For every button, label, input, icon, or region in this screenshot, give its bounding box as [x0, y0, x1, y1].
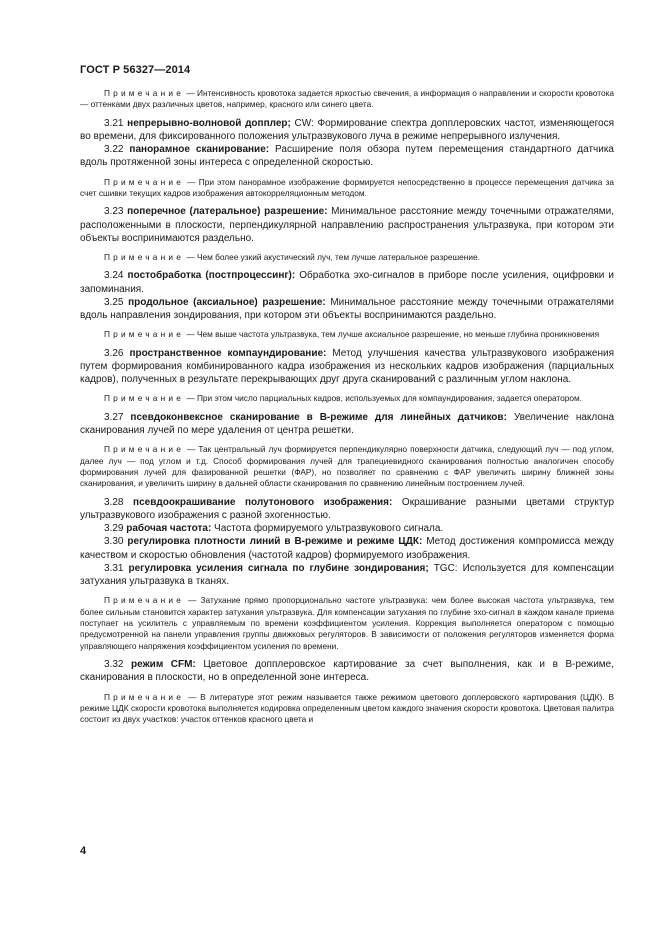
term-name: режим CFM: [131, 659, 196, 671]
note-text: — Затухание прямо пропорционально частоте ультразвука: чем более высокая частота ультразвука, тем более сильным становится характер затухания ультразвука. Для компенсации затухания по глубине эхо-сигнал в каждом канале приема поступает на усилитель с управляемым по времени коэффициентом усиления. Коррекция выполняется оператором с помощью предусмотренной на панели управления группы движковых регуляторов. В зависимости от положения регуляторов изменяется форма управляющего напряжения коэффициентом усиления по времени. [80, 595, 614, 651]
note-text: — При этом панорамное изображение формируется непосредственно в процессе перемещения датчика за счет сшивки текущих кадров изображения автокорреляционным методом. [80, 176, 614, 199]
term-name: рабочая частота: [126, 523, 212, 535]
term-text: Минимальное расстояние между точечными отражателями, расположенными в плоскости, перпендикулярной направлению распространения ультразвука, при котором эти объекты воспринимаются раздельно. [80, 206, 614, 244]
term-definition [80, 269, 614, 295]
term-number: 3.31 [104, 562, 124, 574]
term-name: регулировка усиления сигнала по глубине зондирования; [128, 562, 429, 574]
note-text: — Интенсивность кровотока задается яркостью свечения, а информация о направлении и скорости кровотока — оттенками двух различных цветов, например, красного или синего цвета. [80, 88, 614, 110]
note-paragraph [80, 595, 614, 652]
term-definition [80, 347, 614, 387]
term-definition [80, 411, 614, 437]
note-label: Примечание [104, 595, 185, 606]
document-body [80, 88, 614, 732]
term-text: CW: Формирование спектра допплеровских частот, изменяющегося во времени, для фиксированного положения ультразвукового луча в режиме непрерывного излучения. [80, 117, 614, 143]
term-number: 3.32 [104, 659, 124, 671]
note-label: Примечание [104, 176, 185, 187]
term-number: 3.22 [104, 144, 124, 156]
term-definition [80, 562, 614, 588]
document-header: ГОСТ Р 56327—2014 [80, 64, 191, 76]
term-text: Частота формируемого ультразвукового сигнала. [211, 523, 444, 535]
term-name: пространственное компаундирование: [129, 347, 327, 359]
page-number: 4 [80, 845, 87, 857]
term-definition [80, 535, 614, 561]
term-definition [80, 658, 614, 684]
term-definition [80, 117, 614, 143]
note-text: — При этом число парциальных кадров, используемых для компаундирования, задается оператором. [184, 393, 582, 404]
term-number: 3.21 [104, 117, 124, 129]
term-text: Обработка эхо-сигналов в приборе после усиления, оцифровки и запоминания. [80, 270, 615, 295]
term-number: 3.29 [104, 523, 124, 535]
term-definition [80, 296, 614, 322]
term-name: псевдоконвексное сканирование в В-режиме для линейных датчиков: [130, 411, 507, 423]
term-name: поперечное (латеральное) разрешение: [127, 206, 328, 218]
term-definition [80, 205, 614, 245]
term-number: 3.25 [104, 296, 124, 308]
term-definition [80, 143, 614, 169]
term-text: TGC: Используется для компенсации затухания ультразвука в тканях. [80, 562, 615, 587]
term-name: постобработка (постпроцессинг): [127, 270, 296, 282]
note-paragraph [80, 88, 614, 111]
term-text: Метод улучшения качества ультразвукового изображения путем формирования комбинированного кадра изображения из нескольких кадров изображения (парциальных кадров), полученных в результате перекрывающих друг друга сканирований с различным углом наклона. [80, 347, 614, 386]
term-number: 3.27 [104, 411, 124, 423]
note-text: — Чем выше частота ультразвука, тем лучше аксиальное разрешение, но меньше глубина проникновения [184, 329, 600, 340]
term-name: панорамное сканирование: [129, 144, 270, 156]
note-paragraph [80, 692, 614, 726]
term-number: 3.30 [104, 536, 124, 548]
note-label: Примечание [104, 88, 185, 98]
term-number: 3.23 [104, 206, 124, 218]
term-name: непрерывно-волновой допплер; [127, 117, 291, 129]
term-text: Минимальное расстояние между точечными отражателями вдоль направления зондирования, при котором эти объекты воспринимаются раздельно. [80, 296, 614, 322]
note-paragraph [80, 393, 614, 404]
note-label: Примечание [104, 329, 185, 340]
note-text: — В литературе этот режим называется также режимом цветового доплеровского картирования (ЦДК). В режиме ЦДК скорости кровотока выполняется кодировка определенным цветом каждого значения скорости кровотока. Цветовая палитра состоит из двух участков: участок оттенков красного цвета и [80, 691, 614, 725]
term-text: Окрашивание разными цветами структур ультразвукового изображения с разной эхогенностью. [80, 496, 615, 521]
note-label: Примечание [104, 444, 185, 455]
term-text: Метод достижения компромисса между качеством и скоростью обновления (частотой кадров) формируемого изображения. [80, 536, 614, 561]
note-label: Примечание [104, 393, 185, 404]
note-paragraph [80, 252, 614, 263]
term-definition [80, 496, 614, 522]
note-text: — Так центральный луч формируется перпендикулярно поверхности датчика, следующий луч — под углом, далее луч — под углом и т.д. Способ формирования лучей для трапециевидного сканирования полностью аналогичен способу формирования лучей для фазированной решетки (ФАР), но позволяет по сравнению с ФАР увеличить ширину ближней зоны сканирования, и увеличить ширину в дальней области сканирования по сравнению линейным построением лучей. [80, 444, 614, 489]
term-text: Увеличение наклона сканирования лучей по мере удаления от центра решетки. [80, 411, 615, 436]
term-name: псевдоокрашивание полутонового изображения: [133, 496, 393, 508]
term-name: регулировка плотности линий в В-режиме и режиме ЦДК: [127, 536, 423, 548]
term-definition [80, 522, 614, 535]
term-number: 3.28 [104, 496, 124, 508]
term-number: 3.24 [104, 270, 124, 282]
note-paragraph [80, 329, 614, 340]
note-label: Примечание [104, 691, 185, 702]
note-text: — Чем более узкий акустический луч, тем лучше латеральное разрешение. [184, 252, 480, 263]
term-name: продольное (аксиальное) разрешение: [128, 296, 326, 308]
note-paragraph [80, 444, 614, 490]
note-label: Примечание [104, 252, 185, 263]
note-paragraph [80, 177, 614, 200]
term-number: 3.26 [104, 347, 124, 359]
term-text: Расширение поля обзора путем перемещения стандартного датчика вдоль протяженной зоны интереса с определенной скоростью. [80, 144, 614, 169]
term-text: Цветовое допплеровское картирование за счет выполнения, как и в В-режиме, сканирования в плоскости, но в определенной зоне интереса. [80, 659, 614, 684]
